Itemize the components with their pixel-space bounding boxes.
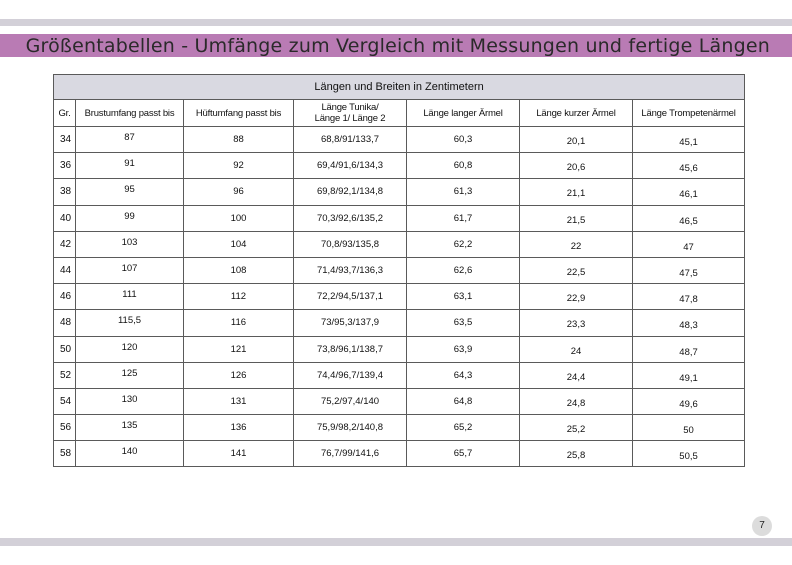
cell-hip xyxy=(184,153,294,179)
cell-size-value: 42 xyxy=(60,238,72,250)
cell-long-sleeve-value: 64,8 xyxy=(453,395,473,407)
cell-hip xyxy=(184,284,294,310)
cell-hip-value: 96 xyxy=(233,186,244,198)
cell-long-sleeve xyxy=(407,257,520,283)
cell-short-sleeve xyxy=(520,153,633,179)
cell-size-value: 38 xyxy=(60,186,72,198)
header-long-sleeve: Länge langer Ärmel xyxy=(407,100,520,127)
cell-length-value: 69,8/92,1/134,8 xyxy=(316,186,384,198)
cell-short-sleeve-value: 20,6 xyxy=(566,162,586,174)
page-number: 7 xyxy=(752,516,772,536)
cell-size xyxy=(54,205,76,231)
table-row xyxy=(54,310,745,336)
cell-trumpet-sleeve xyxy=(633,231,745,257)
cell-trumpet-sleeve-value: 47 xyxy=(683,241,694,253)
cell-hip xyxy=(184,205,294,231)
cell-size-value: 36 xyxy=(60,160,72,172)
cell-short-sleeve-value: 21,5 xyxy=(566,214,586,226)
cell-long-sleeve-value: 62,6 xyxy=(453,265,473,277)
cell-size-value: 48 xyxy=(60,317,72,329)
cell-bust-value: 91 xyxy=(124,158,135,170)
cell-length-value: 68,8/91/133,7 xyxy=(320,134,380,146)
table-caption: Längen und Breiten in Zentimetern xyxy=(54,75,745,100)
cell-short-sleeve-value: 22 xyxy=(570,240,582,252)
cell-bust xyxy=(76,153,184,179)
cell-short-sleeve-value: 21,1 xyxy=(566,188,586,200)
cell-length-value: 74,4/96,7/139,4 xyxy=(316,369,384,381)
cell-trumpet-sleeve xyxy=(633,284,745,310)
cell-hip xyxy=(184,179,294,205)
cell-trumpet-sleeve-value: 45,1 xyxy=(679,137,698,149)
cell-long-sleeve xyxy=(407,441,520,467)
cell-bust xyxy=(76,336,184,362)
cell-trumpet-sleeve-value: 50,5 xyxy=(679,451,698,463)
cell-bust xyxy=(76,388,184,414)
cell-size-value: 46 xyxy=(60,291,72,303)
cell-length-value: 75,9/98,2/140,8 xyxy=(316,422,384,434)
cell-hip-value: 121 xyxy=(230,343,247,355)
cell-bust-value: 87 xyxy=(124,132,135,144)
cell-size-value: 56 xyxy=(60,422,72,434)
cell-trumpet-sleeve xyxy=(633,310,745,336)
cell-short-sleeve-value: 25,2 xyxy=(566,424,586,436)
cell-length-value: 75,2/97,4/140 xyxy=(320,395,380,407)
cell-bust-value: 130 xyxy=(121,393,138,405)
header-bust: Brustumfang passt bis xyxy=(76,100,184,127)
cell-bust-value: 111 xyxy=(122,289,137,301)
cell-long-sleeve-value: 60,8 xyxy=(453,160,473,172)
table-caption-row xyxy=(54,75,745,100)
cell-bust-value: 140 xyxy=(121,446,138,458)
cell-short-sleeve-value: 23,3 xyxy=(566,319,586,331)
cell-length xyxy=(294,284,407,310)
cell-length xyxy=(294,257,407,283)
cell-size xyxy=(54,415,76,441)
cell-size xyxy=(54,179,76,205)
cell-length-value: 76,7/99/141,6 xyxy=(320,448,380,460)
table-row xyxy=(54,362,745,388)
cell-size xyxy=(54,336,76,362)
cell-bust-value: 99 xyxy=(124,210,135,222)
cell-long-sleeve xyxy=(407,362,520,388)
cell-size xyxy=(54,284,76,310)
cell-trumpet-sleeve-value: 50 xyxy=(683,425,694,437)
cell-bust xyxy=(76,257,184,283)
cell-hip-value: 92 xyxy=(233,160,244,172)
size-table xyxy=(53,74,745,467)
cell-bust xyxy=(76,415,184,441)
cell-bust-value: 107 xyxy=(121,263,138,275)
cell-size xyxy=(54,310,76,336)
cell-bust-value: 115,5 xyxy=(117,315,142,327)
page-title: Größentabellen - Umfänge zum Vergleich mit Messungen und fertige Längen xyxy=(25,35,770,57)
cell-hip-value: 141 xyxy=(230,448,247,460)
cell-size xyxy=(54,153,76,179)
table-row xyxy=(54,415,745,441)
cell-short-sleeve-value: 24 xyxy=(570,345,582,357)
cell-bust xyxy=(76,205,184,231)
cell-trumpet-sleeve-value: 47,8 xyxy=(679,294,698,306)
cell-size-value: 54 xyxy=(60,395,72,407)
cell-length xyxy=(294,310,407,336)
cell-short-sleeve-value: 24,4 xyxy=(566,371,586,383)
cell-length xyxy=(294,127,407,153)
bottom-decorative-band xyxy=(0,538,792,546)
cell-length xyxy=(294,362,407,388)
cell-hip-value: 112 xyxy=(230,291,247,303)
cell-long-sleeve-value: 63,9 xyxy=(453,343,473,355)
cell-bust xyxy=(76,362,184,388)
cell-short-sleeve xyxy=(520,205,633,231)
cell-long-sleeve xyxy=(407,415,520,441)
header-short-sleeve: Länge kurzer Ärmel xyxy=(520,100,633,127)
cell-size xyxy=(54,441,76,467)
cell-trumpet-sleeve xyxy=(633,179,745,205)
cell-hip-value: 100 xyxy=(230,212,247,224)
cell-long-sleeve-value: 61,3 xyxy=(453,186,473,198)
cell-short-sleeve xyxy=(520,257,633,283)
cell-bust-value: 95 xyxy=(124,184,135,196)
size-table-container xyxy=(53,74,744,467)
cell-short-sleeve xyxy=(520,441,633,467)
cell-trumpet-sleeve-value: 48,7 xyxy=(679,346,698,358)
cell-bust xyxy=(76,310,184,336)
cell-length-value: 73,8/96,1/138,7 xyxy=(316,343,384,355)
table-row xyxy=(54,441,745,467)
header-trumpet-sleeve: Länge Trompetenärmel xyxy=(633,100,745,127)
cell-bust xyxy=(76,179,184,205)
cell-short-sleeve xyxy=(520,127,633,153)
cell-short-sleeve-value: 20,1 xyxy=(566,136,586,148)
cell-bust xyxy=(76,441,184,467)
table-row xyxy=(54,153,745,179)
cell-length-value: 71,4/93,7/136,3 xyxy=(316,265,384,277)
cell-trumpet-sleeve-value: 49,1 xyxy=(679,372,698,384)
cell-length xyxy=(294,205,407,231)
cell-length xyxy=(294,153,407,179)
cell-hip xyxy=(184,231,294,257)
cell-size-value: 34 xyxy=(60,134,72,146)
cell-trumpet-sleeve-value: 45,6 xyxy=(679,163,698,175)
cell-trumpet-sleeve-value: 48,3 xyxy=(679,320,698,332)
table-row xyxy=(54,257,745,283)
cell-short-sleeve-value: 25,8 xyxy=(566,450,586,462)
cell-long-sleeve-value: 61,7 xyxy=(453,212,473,224)
cell-bust xyxy=(76,284,184,310)
cell-size xyxy=(54,362,76,388)
cell-hip-value: 108 xyxy=(230,265,247,277)
cell-long-sleeve xyxy=(407,153,520,179)
cell-long-sleeve-value: 63,5 xyxy=(453,317,473,329)
cell-length-value: 69,4/91,6/134,3 xyxy=(316,160,384,172)
cell-long-sleeve xyxy=(407,284,520,310)
table-row xyxy=(54,284,745,310)
cell-bust-value: 103 xyxy=(121,236,138,248)
table-row xyxy=(54,205,745,231)
cell-trumpet-sleeve-value: 49,6 xyxy=(679,398,698,410)
cell-short-sleeve-value: 22,9 xyxy=(566,293,586,305)
table-row xyxy=(54,388,745,414)
cell-long-sleeve-value: 64,3 xyxy=(453,369,473,381)
cell-long-sleeve xyxy=(407,231,520,257)
cell-length xyxy=(294,388,407,414)
cell-short-sleeve xyxy=(520,362,633,388)
cell-length xyxy=(294,441,407,467)
cell-trumpet-sleeve-value: 46,1 xyxy=(679,189,698,201)
table-row xyxy=(54,231,745,257)
cell-short-sleeve xyxy=(520,284,633,310)
cell-length-value: 72,2/94,5/137,1 xyxy=(316,291,384,303)
table-header-row xyxy=(54,100,745,127)
cell-bust-value: 125 xyxy=(121,367,138,379)
cell-hip-value: 126 xyxy=(230,369,247,381)
header-size: Gr. xyxy=(54,100,76,127)
table-row xyxy=(54,336,745,362)
cell-long-sleeve xyxy=(407,127,520,153)
cell-short-sleeve xyxy=(520,231,633,257)
cell-size-value: 44 xyxy=(60,265,72,277)
cell-bust xyxy=(76,231,184,257)
cell-short-sleeve xyxy=(520,415,633,441)
cell-hip-value: 131 xyxy=(230,395,247,407)
cell-bust-value: 135 xyxy=(121,420,138,432)
cell-long-sleeve xyxy=(407,310,520,336)
table-row xyxy=(54,179,745,205)
cell-trumpet-sleeve xyxy=(633,362,745,388)
cell-trumpet-sleeve xyxy=(633,415,745,441)
cell-short-sleeve xyxy=(520,336,633,362)
cell-trumpet-sleeve xyxy=(633,205,745,231)
cell-size xyxy=(54,257,76,283)
cell-trumpet-sleeve-value: 47,5 xyxy=(679,268,698,280)
cell-short-sleeve xyxy=(520,388,633,414)
table-row xyxy=(54,127,745,153)
header-length-line2: Länge 1/ Länge 2 xyxy=(314,113,386,124)
cell-trumpet-sleeve xyxy=(633,127,745,153)
cell-long-sleeve-value: 60,3 xyxy=(453,134,473,146)
cell-hip-value: 104 xyxy=(230,238,247,250)
cell-length xyxy=(294,231,407,257)
cell-hip xyxy=(184,310,294,336)
cell-trumpet-sleeve xyxy=(633,388,745,414)
cell-length-value: 70,3/92,6/135,2 xyxy=(316,212,384,224)
cell-long-sleeve-value: 65,7 xyxy=(453,448,473,460)
cell-hip-value: 116 xyxy=(230,317,247,329)
cell-size-value: 40 xyxy=(60,212,72,224)
top-decorative-band xyxy=(0,19,792,26)
cell-hip xyxy=(184,388,294,414)
cell-size xyxy=(54,127,76,153)
cell-length xyxy=(294,336,407,362)
header-hip: Hüftumfang passt bis xyxy=(184,100,294,127)
cell-bust-value: 120 xyxy=(121,341,138,353)
cell-hip xyxy=(184,441,294,467)
cell-long-sleeve-value: 65,2 xyxy=(453,422,473,434)
cell-trumpet-sleeve-value: 46,5 xyxy=(679,215,698,227)
header-length xyxy=(294,100,407,127)
cell-trumpet-sleeve xyxy=(633,441,745,467)
cell-hip-value: 88 xyxy=(233,134,244,146)
cell-hip xyxy=(184,127,294,153)
cell-short-sleeve-value: 24,8 xyxy=(566,397,586,409)
cell-short-sleeve-value: 22,5 xyxy=(566,267,586,279)
cell-long-sleeve xyxy=(407,179,520,205)
cell-long-sleeve-value: 63,1 xyxy=(453,291,473,303)
table-body xyxy=(54,127,745,467)
cell-hip xyxy=(184,336,294,362)
cell-long-sleeve-value: 62,2 xyxy=(453,238,473,250)
cell-hip xyxy=(184,257,294,283)
cell-long-sleeve xyxy=(407,205,520,231)
cell-trumpet-sleeve xyxy=(633,336,745,362)
cell-hip xyxy=(184,362,294,388)
cell-short-sleeve xyxy=(520,310,633,336)
cell-long-sleeve xyxy=(407,336,520,362)
cell-size-value: 52 xyxy=(60,369,72,381)
cell-length-value: 70,8/93/135,8 xyxy=(320,238,380,250)
cell-hip xyxy=(184,415,294,441)
cell-length-value: 73/95,3/137,9 xyxy=(320,317,380,329)
cell-length xyxy=(294,415,407,441)
header-length-line1: Länge Tunika/ xyxy=(321,102,379,113)
cell-trumpet-sleeve xyxy=(633,257,745,283)
cell-size xyxy=(54,231,76,257)
cell-size-value: 50 xyxy=(60,343,72,355)
cell-size-value: 58 xyxy=(60,448,72,460)
cell-size xyxy=(54,388,76,414)
cell-hip-value: 136 xyxy=(230,422,247,434)
cell-short-sleeve xyxy=(520,179,633,205)
cell-length xyxy=(294,179,407,205)
cell-trumpet-sleeve xyxy=(633,153,745,179)
cell-bust xyxy=(76,127,184,153)
cell-long-sleeve xyxy=(407,388,520,414)
